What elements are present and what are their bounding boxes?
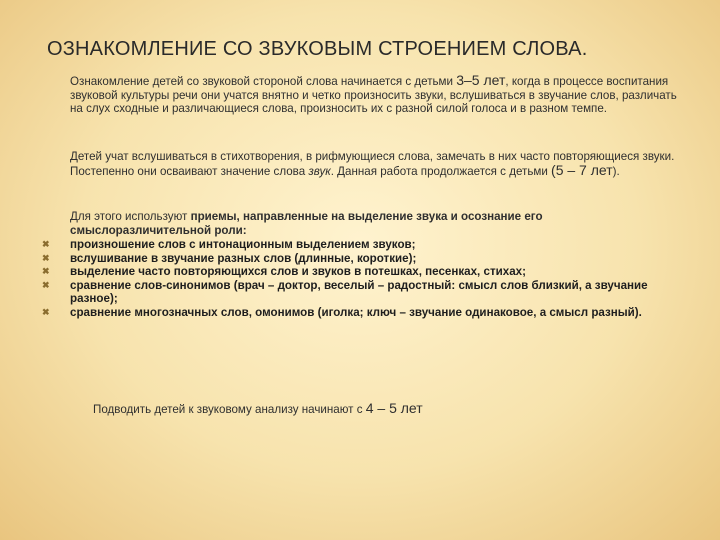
paragraph-intro-text: Ознакомление детей со звуковой стороной слова начинается с детьми: [70, 75, 457, 88]
paragraph-intro-text-end: , когда в процессе воспитания звуковой культуры речи они учатся внятно и четко произносить звуки, вслушиваться в звучание слов, различать на слух сходные и различающиеся слова, произносить их с разной силой голоса и в разном темпе.: [70, 75, 677, 116]
slide-title: ОЗНАКОМЛЕНИЕ СО ЗВУКОВЫМ СТРОЕНИЕМ СЛОВА.: [47, 38, 588, 60]
paragraph-methods: [70, 210, 680, 237]
footer-note-text: Подводить детей к звуковому анализу начинают с: [93, 403, 366, 416]
footer-note: [93, 400, 613, 416]
paragraph-rhymes-text-mid: . Данная работа продолжается с детьми: [330, 164, 552, 178]
list-item: [38, 279, 688, 306]
word-zvuk: звук: [308, 164, 331, 178]
paragraph-rhymes-text: Детей учат вслушиваться в стихотворения, в рифмующиеся слова, замечать в них часто повторяющиеся звуки. Постепенно они осваивают значение слова: [70, 150, 675, 178]
paragraph-rhymes-text-end: ).: [612, 164, 620, 178]
list-item: [38, 252, 688, 266]
list-item: [38, 265, 688, 279]
list-item-text: произношение слов с интонационным выделением звуков;: [70, 238, 416, 251]
list-item-text: вслушивание в звучание разных слов (длинные, короткие);: [70, 251, 417, 265]
age-range-3-5: 3–5 лет: [456, 72, 506, 88]
age-range-5-7: (5 – 7 лет: [551, 161, 613, 178]
list-item: [38, 306, 688, 320]
x-bullet-icon: ✖: [42, 306, 50, 317]
paragraph-methods-lead: Для этого используют: [70, 210, 191, 223]
x-bullet-icon: ✖: [42, 252, 50, 263]
x-bullet-icon: ✖: [42, 266, 50, 277]
paragraph-intro: [70, 74, 680, 116]
paragraph-rhymes: [70, 150, 680, 178]
x-bullet-icon: ✖: [42, 239, 50, 249]
list-item-text: выделение часто повторяющихся слов и звуков в потешках, песенках, стихах;: [70, 265, 526, 279]
list-item-text: сравнение слов-синонимов (врач – доктор, веселый – радостный: смысл слов близкий, а звучание разное);: [70, 278, 648, 306]
paragraph-methods-bold: приемы, направленные на выделение звука и осознание его смыслоразличительной роли:: [70, 210, 543, 237]
x-bullet-icon: ✖: [42, 279, 50, 290]
age-range-4-5: 4 – 5 лет: [365, 400, 423, 416]
list-item-text: сравнение многозначных слов, омонимов (иголка; ключ – звучание одинаковое, а смысл разный).: [70, 305, 642, 319]
methods-list: [38, 238, 688, 320]
list-item: [38, 238, 688, 252]
